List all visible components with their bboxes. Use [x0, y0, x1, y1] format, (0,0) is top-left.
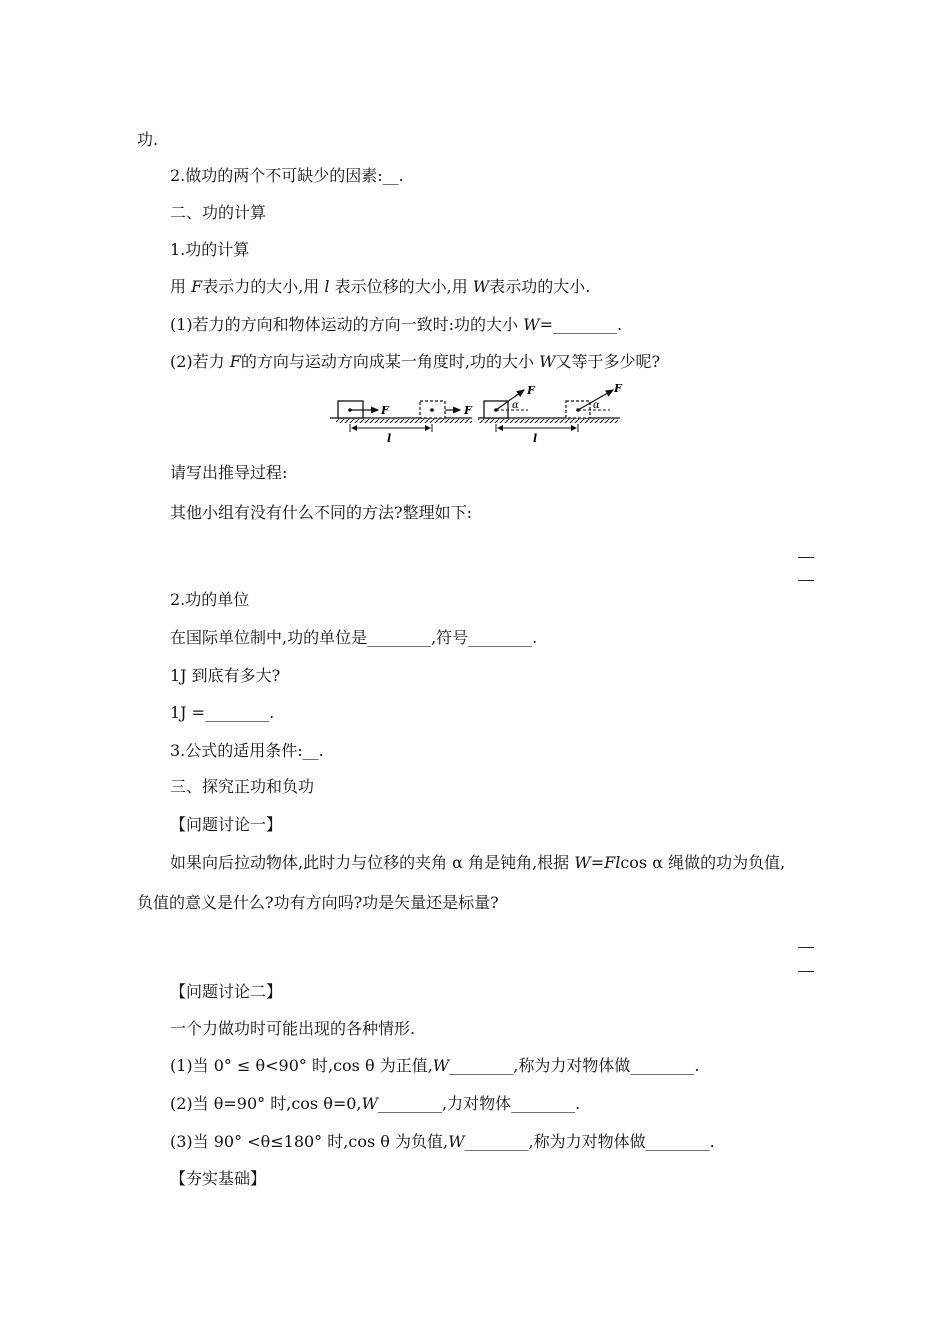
text: (1)当 0° ≤ θ<90° 时,cos θ 为正值, [170, 1056, 433, 1075]
text: ________,称为力对物体做________. [449, 1056, 700, 1075]
discussion-heading: 【问题讨论二】 [170, 982, 283, 1001]
text: (3)当 90° <θ≤180° 时,cos θ 为负值, [170, 1132, 449, 1151]
text-line: 请写出推导过程: [170, 463, 288, 482]
text: (2)若力 [170, 352, 230, 371]
text: (1)若力的方向和物体运动的方向一致时:功的大小 [170, 315, 524, 334]
symbol-W: W [472, 277, 490, 296]
text-line [170, 315, 622, 335]
section-heading: 三、探究正功和负功 [170, 777, 315, 796]
symbol-W: W [432, 1056, 450, 1075]
force-arrow [496, 390, 524, 410]
force-label: F [614, 382, 622, 395]
angle-label: α [512, 400, 519, 411]
text-line: 在国际单位制中,功的单位是________,符号________. [170, 628, 538, 647]
text: 的方向与运动方向成某一角度时,功的大小 [240, 352, 540, 371]
displacement-label: l [387, 432, 392, 445]
text-line: 2.做功的两个不可缺少的因素:__. [170, 166, 404, 185]
text: 表示功的大小. [489, 277, 591, 296]
ground-right [478, 418, 620, 423]
work-force-diagram [328, 380, 623, 446]
text: ________,称为力对物体做________. [464, 1132, 715, 1151]
symbol-W: W [448, 1132, 465, 1151]
text-line: 其他小组有没有什么不同的方法?整理如下: [170, 503, 472, 522]
subsection-heading: 1.功的计算 [170, 240, 250, 259]
discussion-heading: 【问题讨论一】 [170, 815, 283, 834]
text: 如果向后拉动物体,此时力与位移的夹角 α 角是钝角,根据 [170, 853, 575, 872]
text: (2)当 θ=90° 时,cos θ=0, [170, 1094, 362, 1113]
symbol-W: W [539, 352, 556, 371]
force-label: F [381, 404, 389, 417]
text-line: 负值的意义是什么?功有方向吗?功是矢量还是标量? [137, 893, 499, 912]
text-line [170, 352, 660, 372]
symbol-l: l [324, 277, 330, 296]
ground-left [330, 418, 472, 423]
text-line [170, 853, 785, 873]
answer-blank [798, 580, 814, 581]
text-line [170, 1056, 699, 1076]
angle-label: α [593, 400, 600, 411]
formula: W=Fl [574, 853, 621, 872]
text: cos α 绳做的功为负值, [620, 853, 786, 872]
displacement-label: l [533, 432, 538, 445]
text: ________,力对物体________. [377, 1094, 581, 1113]
symbol-F: F [191, 277, 203, 296]
text: 又等于多少呢? [555, 352, 661, 371]
text: 表示力的大小,用 [202, 277, 325, 296]
subsection-heading: 2.功的单位 [170, 590, 250, 609]
text-line [170, 1132, 715, 1152]
symbol-F: F [229, 352, 241, 371]
text: 用 [170, 277, 192, 296]
force-label: F [527, 384, 535, 397]
force-label: F [464, 404, 472, 417]
block-center-dot [430, 408, 434, 412]
answer-blank [798, 557, 814, 558]
symbol-W: W [523, 315, 540, 334]
text-line: 1J =________. [170, 703, 275, 722]
text: =________. [539, 315, 623, 334]
answer-blank [798, 971, 814, 972]
text-line [170, 1094, 580, 1114]
discussion-heading: 【夯实基础】 [170, 1169, 267, 1188]
text: 表示位移的大小,用 [329, 277, 473, 296]
text-line: 一个力做功时可能出现的各种情形. [170, 1019, 416, 1038]
section-heading: 二、功的计算 [170, 203, 267, 222]
text-line [170, 277, 590, 297]
subsection-heading: 3.公式的适用条件:__. [170, 741, 324, 760]
text-line: 1J 到底有多大? [170, 666, 281, 685]
answer-blank [798, 947, 814, 948]
text-line: 功. [137, 130, 159, 149]
symbol-W: W [361, 1094, 378, 1113]
